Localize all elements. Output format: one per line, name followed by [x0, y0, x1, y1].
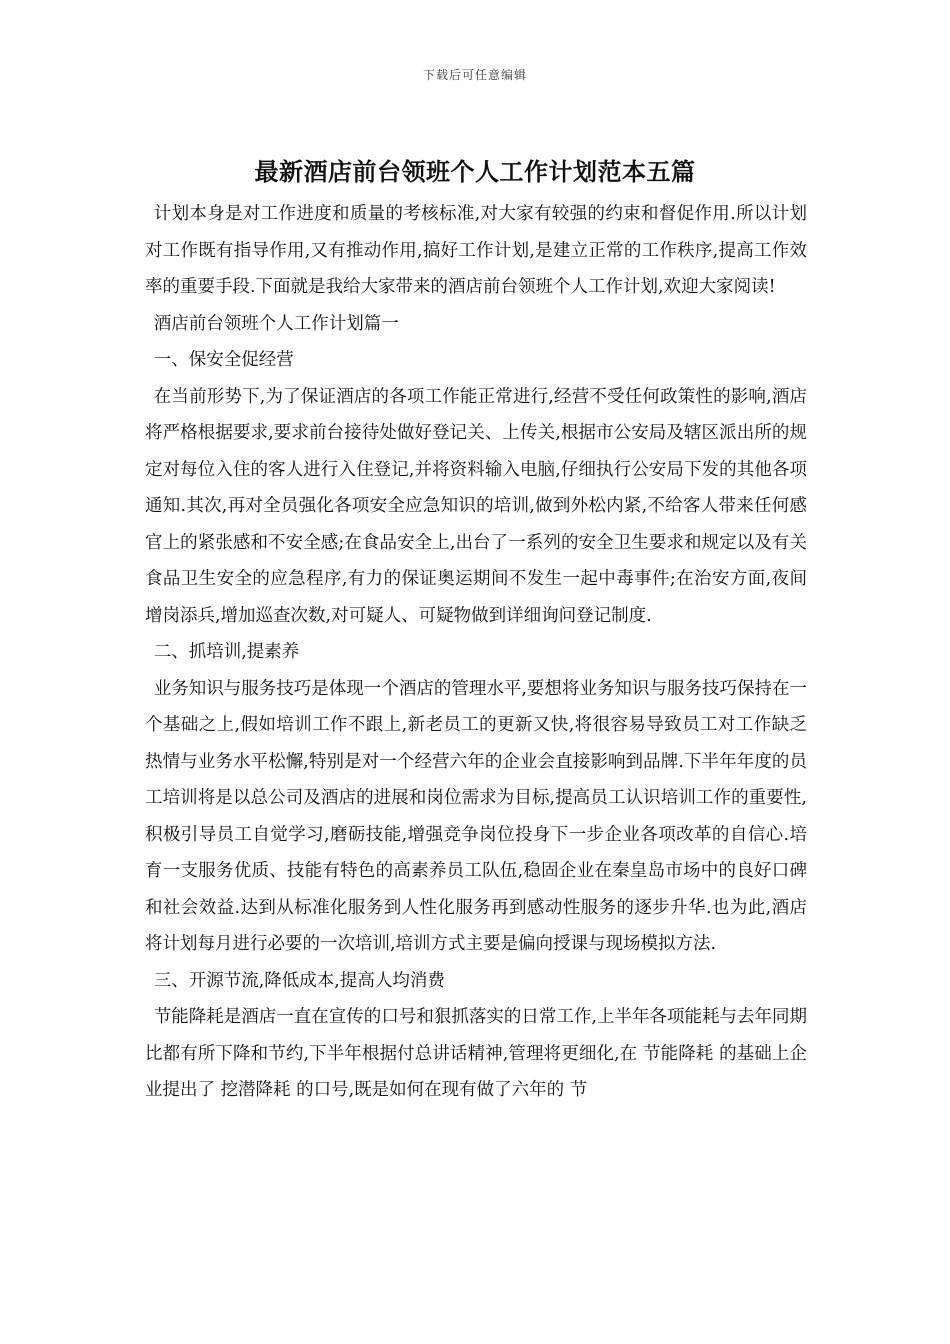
subsection-heading: 二、抓培训,提素养 [153, 642, 300, 662]
subsection-heading: 一、保安全促经营 [153, 350, 294, 370]
document-body [145, 196, 807, 1109]
section-heading: 酒店前台领班个人工作计划篇一 [153, 313, 399, 334]
body-paragraph: 节能降耗是酒店一直在宣传的口号和狠抓落实的日常工作,上半年各项能耗与去年同期比都有所下降和节约,下半年根据付总讲话精神,管理将更细化,在 节能降耗 的基础上企业提出了 挖潜降耗 的口号,既是如何在现有做了六年的 节 [145, 1007, 807, 1100]
body-paragraph: 在当前形势下,为了保证酒店的各项工作能正常进行,经营不受任何政策性的影响,酒店将严格根据要求,要求前台接待处做好登记关、上传关,根据市公安局及辖区派出所的规定对每位入住的客人进行入住登记,并将资料输入电脑,仔细执行公安局下发的其他各项通知.其次,再对全员强化各项安全应急知识的培训,做到外松内紧,不给客人带来任何感官上的紧张感和不安全感;在食品安全上,出台了一系列的安全卫生要求和规定以及有关食品卫生安全的应急程序,有力的保证奥运期间不发生一起中毒事件;在治安方面,夜间增岗添兵,增加巡查次数,对可疑人、可疑物做到详细询问登记制度. [145, 386, 807, 626]
subsection-heading: 三、开源节流,降低成本,提高人均消费 [153, 970, 445, 991]
document-title: 最新酒店前台领班个人工作计划范本五篇 [254, 158, 696, 186]
header-note: 下载后可任意编辑 [422, 68, 527, 82]
intro-paragraph: 计划本身是对工作进度和质量的考核标准,对大家有较强的约束和督促作用.所以计划对工作既有指导作用,又有推动作用,搞好工作计划,是建立正常的工作秩序,提高工作效率的重要手段.下面就是我给大家带来的酒店前台领班个人工作计划,欢迎大家阅读! [145, 204, 807, 297]
body-paragraph: 业务知识与服务技巧是体现一个酒店的管理水平,要想将业务知识与服务技巧保持在一个基础之上,假如培训工作不跟上,新老员工的更新又快,将很容易导致员工对工作缺乏热情与业务水平松懈,特别是对一个经营六年的企业会直接影响到品牌.下半年年度的员工培训将是以总公司及酒店的进展和岗位需求为目标,提高员工认识培训工作的重要性,积极引导员工自觉学习,磨砺技能,增强竞争岗位投身下一步企业各项改革的自信心.培育一支服务优质、技能有特色的高素养员工队伍,稳固企业在秦皇岛市场中的良好口碑和社会效益.达到从标准化服务到人性化服务再到感动性服务的逐步升华.也为此,酒店将计划每月进行必要的一次培训,培训方式主要是偏向授课与现场模拟方法. [145, 678, 807, 954]
